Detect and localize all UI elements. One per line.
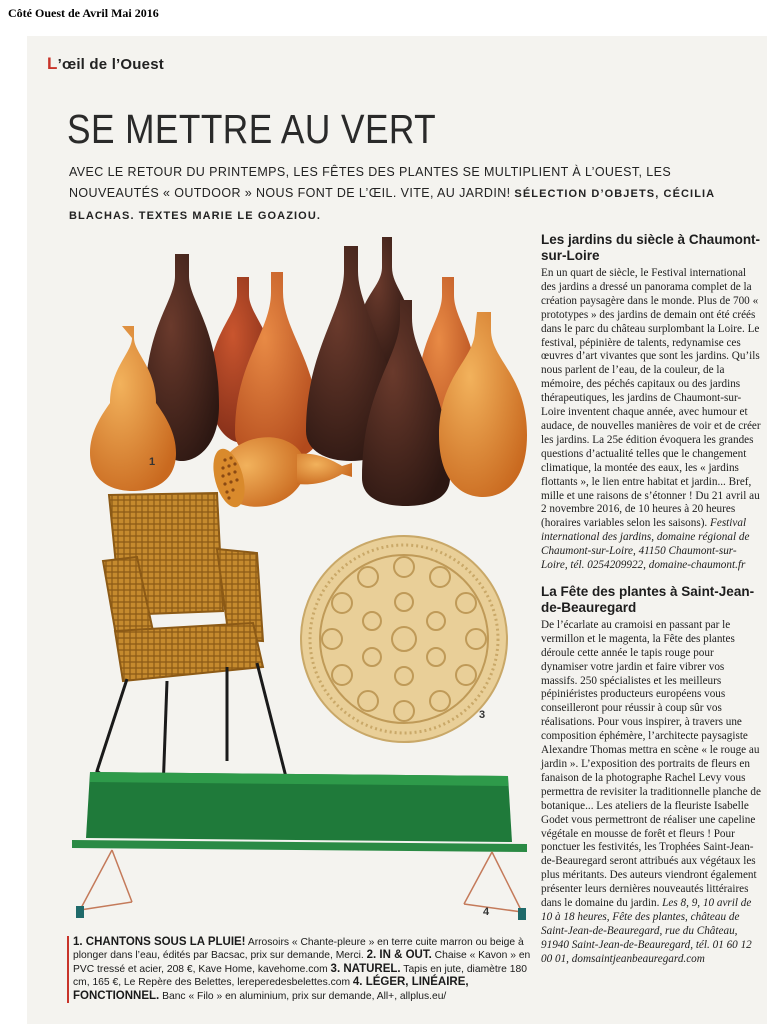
section-tag-text: ’œil de l’Ouest [57,56,164,73]
caption-text: Tapis en jute, diamètre 180 cm, 165 €, Le Repère des Belettes, lereperedesbelettes.com [73,963,527,989]
chair-seat [115,623,263,681]
image-captions [67,936,537,1003]
watering-cans-image [57,232,527,512]
caption-title: 2. IN & OUT. [366,949,432,962]
article-text: En un quart de siècle, le Festival international des jardins a dressé un panorama complet de la création paysagère dans le monde. Plus de 700 « prototypes » des jardins de demain ont été créés dans le parc du château surplombant la Loire. Le festival, pépinière de talents, redynamise ces œuvres d’art vivantes que sont les jardins. Qu’ils nous parlent de l’eau, de la couleur, de la mémoire, des péchés capitaux ou des jardins thérapeutiques, les jardins de Chaumont-sur-Loire inventent chaque année, avec humour et audace, de nouvelles manières de voir et de créer les jardins. La 25e édition évoquera les grandes questions d’actualité telles que le changement climatique, la montée des eaux, les « jardins flottants », le lien entre habitat et jardin... Bref, mille et une raisons de s’étonner ! Du 21 avril au 2 novembre 2016, de 10 heures à 20 heures (horaires variables selon les saisons). [541,267,761,530]
article-column [541,232,763,978]
bench-legs [80,850,522,912]
article-body-beauregard [541,619,763,967]
caption-text: Chaise « Kavon » en PVC tressé et acier, 208 €, Kave Home, kavehome.com [73,950,531,975]
section-tag [47,54,164,74]
section-tag-letter: L [47,54,58,73]
bench-seat [72,840,527,852]
article-info: Festival international des jardins, domaine régional de Chaumont-sur-Loire, 41150 Chaumont-sur-Loire, tél. 0254209922, domaine-chaumont.fr [541,517,750,572]
figure-number-1: 1 [149,456,156,468]
caption-title: 4. LÉGER, LINÉAIRE, FONCTIONNEL. [73,976,469,1002]
caption-title: 1. CHANTONS SOUS LA PLUIE! [73,936,246,948]
article-title-chaumont: Les jardins du siècle à Chaumont-sur-Loire [541,232,761,263]
article-body-chaumont [541,267,763,573]
figure-number-4: 4 [483,906,490,918]
article-text: De l’écarlate au cramoisi en passant par le vermillon et le magenta, la Fête des plantes déroule cette année le tapis rouge pour dynamiser votre jardin et faire vibrer vos massifs. 250 spécialistes et les meilleurs pépiniéristes producteurs européens vous conseilleront pour réussir à coup sûr vos réalisations. Pour vous inspirer, à travers une composition éphémère, l’architecte paysagiste Alexandre Thomas mettra en scène « le rouge au jardin ». L’exposition des portraits de fleurs en fanaison de la photographe Rachel Levy vous permettra de revisiter la traditionnelle planche de botanique... Les ateliers de la fleuriste Isabelle Godet vous permettront de réaliser une capeline végétale en mousse de forêt et fleurs ! Pour ponctuer les festivités, les Trophées Saint-Jean-de-Beauregard seront attribués aux végétaux les plus méritants. Des auteurs viendront également présenter leurs dernières nouveautés littéraires dans le domaine du jardin. [541,618,761,910]
intro-credits: SÉLECTION D’OBJETS, CÉCILIA BLACHAS. TEXTES MARIE LE GOAZIOU. [69,188,715,222]
woven-chair-image [67,491,297,811]
jute-rug-image [299,534,509,744]
magazine-page [27,36,767,1024]
caption-text: Banc « Filo » en aluminium, prix sur demande, All+, allplus.eu/ [159,990,447,1002]
caption-text: Arrosoirs « Chante-pleure » en terre cuite marron ou beige à plonger dans l’eau, édités par Bacsac, prix sur demande, Merci. [73,937,524,962]
page-headline: SE METTRE AU VERT [67,106,437,152]
intro-text: AVEC LE RETOUR DU PRINTEMPS, LES FÊTES DES PLANTES SE MULTIPLIENT À L’OUEST, LES NOUVEAUTÉS « OUTDOOR » NOUS FONT DE L’ŒIL. VITE, AU JARDIN! [69,165,672,200]
publication-header: Côté Ouest de Avril Mai 2016 [8,6,159,20]
caption-title: 3. NATUREL. [330,962,401,975]
article-info: Les 8, 9, 10 avril de 10 à 18 heures, Fête des plantes, château de Saint-Jean-de-Beauregard, rue du Château, 91940 Saint-Jean-de-Beauregard, tél. 01 60 12 00 01, domsaintjeanbeauregard.com [541,897,752,965]
article-title-beauregard: La Fête des plantes à Saint-Jean-de-Beauregard [541,583,755,615]
intro-paragraph [69,162,759,227]
green-bench-image [72,772,532,922]
figure-number-3: 3 [479,709,486,721]
